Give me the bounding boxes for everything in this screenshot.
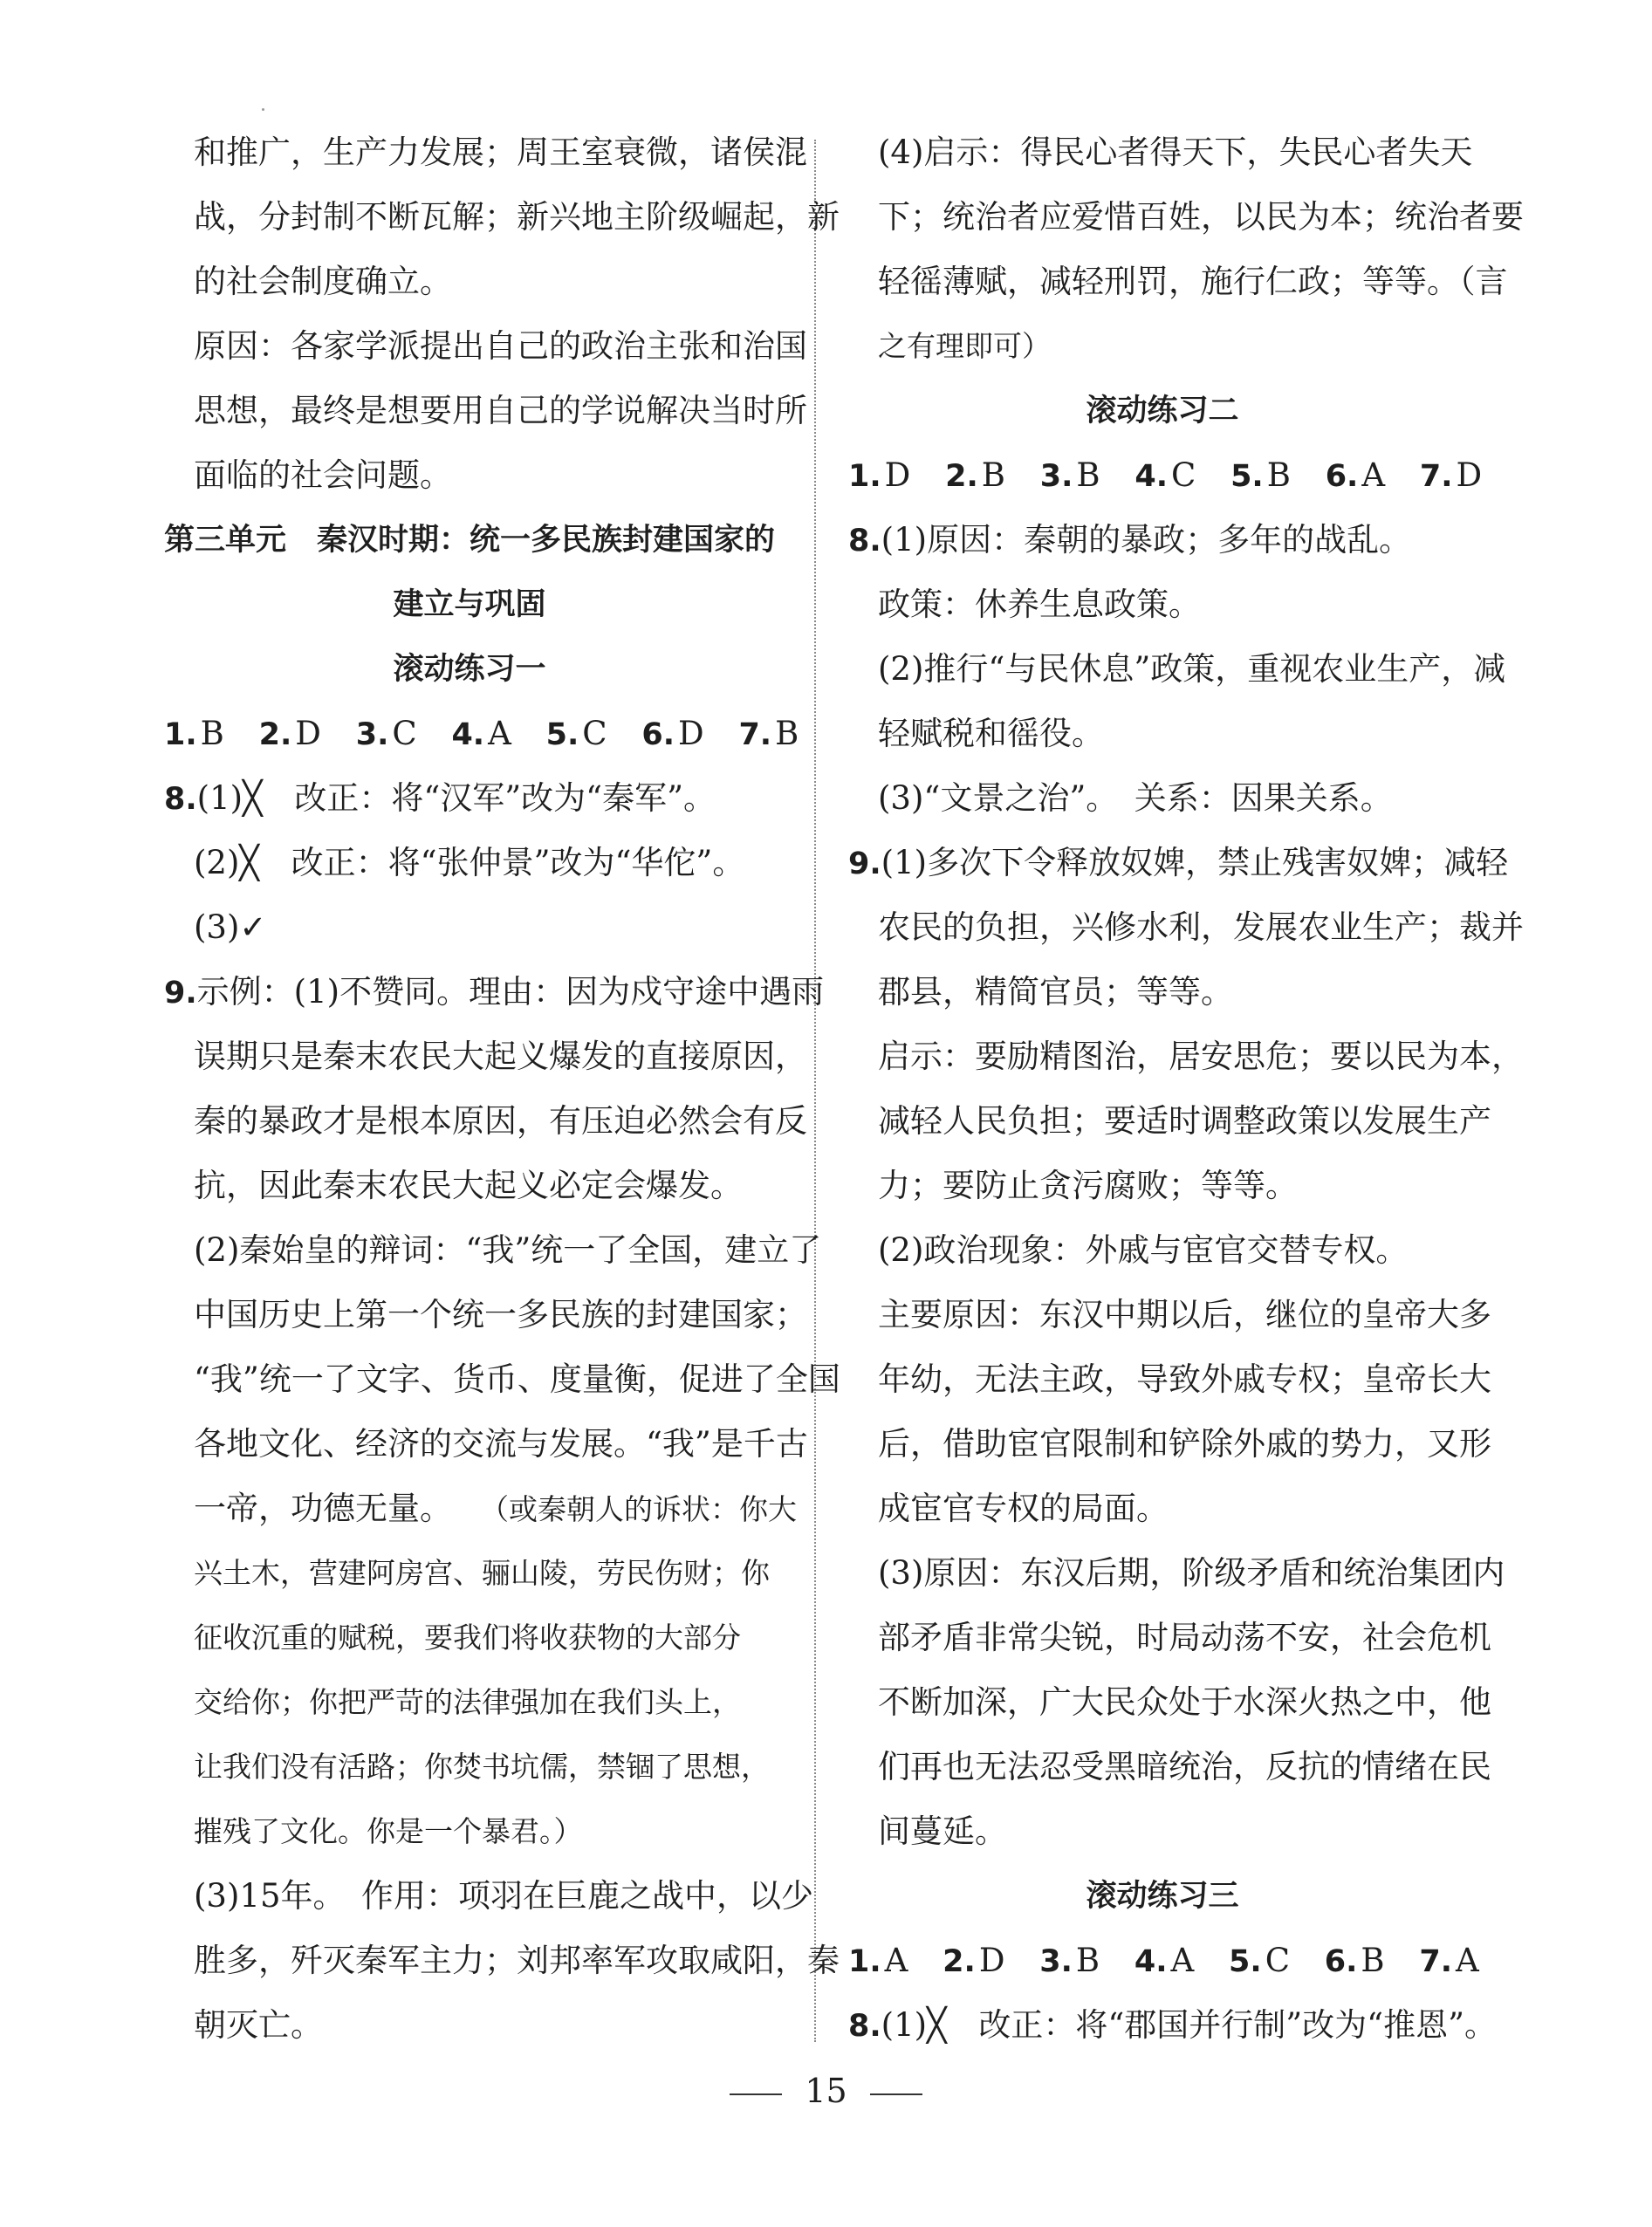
text-line: 思想，最终是想要用自己的学说解决当时所 bbox=[194, 392, 807, 429]
section-title-3: 滚动练习三 bbox=[1086, 1879, 1239, 1914]
text-line: 面临的社会问题。 bbox=[194, 456, 452, 494]
text-line: 朝灭亡。 bbox=[194, 2006, 323, 2044]
page-number bbox=[0, 2065, 1652, 2117]
mc-answer: 1. B bbox=[164, 715, 224, 752]
text-line: (3)“文景之治”。 关系：因果关系。 bbox=[878, 779, 1393, 817]
mc-answer: 6. A bbox=[1325, 456, 1386, 494]
mc-answer: 1. A bbox=[848, 1942, 908, 1979]
mc-answers-3 bbox=[848, 1929, 1477, 1993]
text-line: 胜多，歼灭秦军主力；刘邦率军攻取咸阳，秦 bbox=[194, 1942, 840, 1979]
text-line: 误期只是秦末农民大起义爆发的直接原因， bbox=[194, 1038, 807, 1075]
text-line: 的社会制度确立。 bbox=[194, 263, 452, 300]
question-8-line: 8.(1)原因：秦朝的暴政；多年的战乱。 bbox=[848, 521, 1412, 558]
mc-answer: 2. D bbox=[258, 715, 321, 752]
text-line: 部矛盾非常尖锐，时局动荡不安，社会危机 bbox=[878, 1619, 1491, 1656]
text-line: (2)╳ 改正：将“张仲景”改为“华佗”。 bbox=[194, 844, 745, 881]
text-line: 不断加深，广大民众处于水深火热之中，他 bbox=[878, 1683, 1491, 1721]
text-line: 原因：各家学派提出自己的政治主张和治国 bbox=[194, 327, 807, 365]
page-number-dash bbox=[870, 2093, 922, 2095]
section-title-1: 滚动练习一 bbox=[393, 652, 546, 687]
text-line: “我”统一了文字、货币、度量衡，促进了全国 bbox=[194, 1360, 840, 1398]
mc-answer: 3. B bbox=[1039, 456, 1100, 494]
text-line: 让我们没有活路；你焚书坑儒，禁锢了思想， bbox=[194, 1750, 770, 1784]
text-line: (4)启示：得民心者得天下，失民心者失天 bbox=[878, 134, 1473, 171]
text-line: (3)15年。 作用：项羽在巨鹿之战中，以少 bbox=[194, 1877, 813, 1915]
text-line: (2)秦始皇的辩词：“我”统一了全国，建立了 bbox=[194, 1231, 822, 1269]
mc-answer: 5. C bbox=[1229, 1942, 1290, 1979]
question-9-line: 9.示例：(1)不赞同。理由：因为戍守途中遇雨 bbox=[164, 973, 825, 1011]
text-line: 摧残了文化。你是一个暴君。） bbox=[194, 1814, 583, 1848]
text-line: 中国历史上第一个统一多民族的封建国家； bbox=[194, 1296, 807, 1333]
text-line: 交给你；你把严苛的法律强加在我们头上， bbox=[194, 1685, 741, 1719]
column-divider bbox=[814, 140, 816, 2042]
text-line: 后，借助宦官限制和铲除外戚的势力，又形 bbox=[878, 1425, 1491, 1463]
left-column bbox=[164, 120, 840, 2058]
question-8-line: 8.(1)╳ 改正：将“郡国并行制”改为“推恩”。 bbox=[848, 2006, 1498, 2044]
text-line: 主要原因：东汉中期以后，继位的皇帝大多 bbox=[878, 1296, 1491, 1333]
mc-answers-2 bbox=[848, 443, 1483, 508]
text-line: (3)原因：东汉后期，阶级矛盾和统治集团内 bbox=[878, 1554, 1505, 1592]
text-line: 兴土木，营建阿房宫、骊山陵，劳民伤财；你 bbox=[194, 1556, 770, 1590]
text-line: 政策：休养生息政策。 bbox=[878, 586, 1201, 623]
text-line: 们再也无法忍受黑暗统治，反抗的情绪在民 bbox=[878, 1748, 1491, 1785]
text-line: 战，分封制不断瓦解；新兴地主阶级崛起，新 bbox=[194, 198, 840, 236]
mc-answer: 2. D bbox=[943, 1942, 1005, 1979]
print-speck bbox=[262, 108, 264, 111]
text-line: 年幼，无法主政，导致外戚专权；皇帝长大 bbox=[878, 1360, 1491, 1398]
mc-answers-1 bbox=[164, 702, 799, 766]
mc-answer: 5. B bbox=[1230, 456, 1291, 494]
question-9-line: 9.(1)多次下令释放奴婢，禁止残害奴婢；减轻 bbox=[848, 844, 1509, 881]
text-line: 抗，因此秦末农民大起义必定会爆发。 bbox=[194, 1167, 743, 1204]
page-number-text: 15 bbox=[805, 2072, 847, 2110]
mc-answer: 4. A bbox=[451, 715, 511, 752]
section-title-2: 滚动练习二 bbox=[1086, 394, 1239, 428]
page-number-dash bbox=[730, 2093, 782, 2095]
text-line: 轻赋税和徭役。 bbox=[878, 715, 1104, 752]
text-line: 郡县，精简官员；等等。 bbox=[878, 973, 1233, 1011]
text-line: 成宦官专权的局面。 bbox=[878, 1490, 1169, 1527]
unit-title: 第三单元 秦汉时期：统一多民族封建国家的 bbox=[164, 523, 776, 558]
text-line: (2)政治现象：外戚与宦官交替专权。 bbox=[878, 1231, 1409, 1269]
text-line: 轻徭薄赋，减轻刑罚，施行仁政；等等。（言 bbox=[878, 263, 1508, 300]
unit-title-continued: 建立与巩固 bbox=[393, 587, 546, 622]
mc-answer: 4. C bbox=[1134, 456, 1196, 494]
right-column bbox=[848, 120, 1524, 2058]
text-line: 秦的暴政才是根本原因，有压迫必然会有反 bbox=[194, 1102, 807, 1140]
text-line: 征收沉重的赋税，要我们将收获物的大部分 bbox=[194, 1621, 741, 1655]
text-line: 启示：要励精图治，居安思危；要以民为本， bbox=[878, 1038, 1524, 1075]
text-line: 减轻人民负担；要适时调整政策以发展生产 bbox=[878, 1102, 1491, 1140]
mc-answer: 6. B bbox=[1324, 1942, 1385, 1979]
text-line: 一帝，功德无量。 （或秦朝人的诉状：你大 bbox=[194, 1490, 797, 1527]
text-line: (3)✓ bbox=[194, 908, 267, 946]
text-line: 和推广，生产力发展；周王室衰微，诸侯混 bbox=[194, 134, 807, 171]
text-line: 间蔓延。 bbox=[878, 1812, 1007, 1850]
mc-answer: 7. B bbox=[738, 715, 799, 752]
text-line: 各地文化、经济的交流与发展。“我”是千古 bbox=[194, 1425, 808, 1463]
mc-answer: 2. B bbox=[945, 456, 1005, 494]
text-line: 下；统治者应爱惜百姓，以民为本；统治者要 bbox=[878, 198, 1524, 236]
question-8-line: 8.(1)╳ 改正：将“汉军”改为“秦军”。 bbox=[164, 779, 716, 817]
text-line: 力；要防止贪污腐败；等等。 bbox=[878, 1167, 1298, 1204]
text-line: 之有理即可） bbox=[878, 329, 1051, 363]
text-line: 农民的负担，兴修水利，发展农业生产；裁并 bbox=[878, 908, 1524, 946]
mc-answer: 5. C bbox=[545, 715, 607, 752]
mc-answer: 3. B bbox=[1039, 1942, 1100, 1979]
mc-answer: 1. D bbox=[848, 456, 911, 494]
mc-answer: 7. D bbox=[1419, 456, 1483, 494]
mc-answer: 4. A bbox=[1134, 1942, 1195, 1979]
mc-answer: 7. A bbox=[1419, 1942, 1479, 1979]
mc-answer: 6. D bbox=[641, 715, 704, 752]
text-line: (2)推行“与民休息”政策，重视农业生产，减 bbox=[878, 650, 1506, 688]
mc-answer: 3. C bbox=[355, 715, 417, 752]
